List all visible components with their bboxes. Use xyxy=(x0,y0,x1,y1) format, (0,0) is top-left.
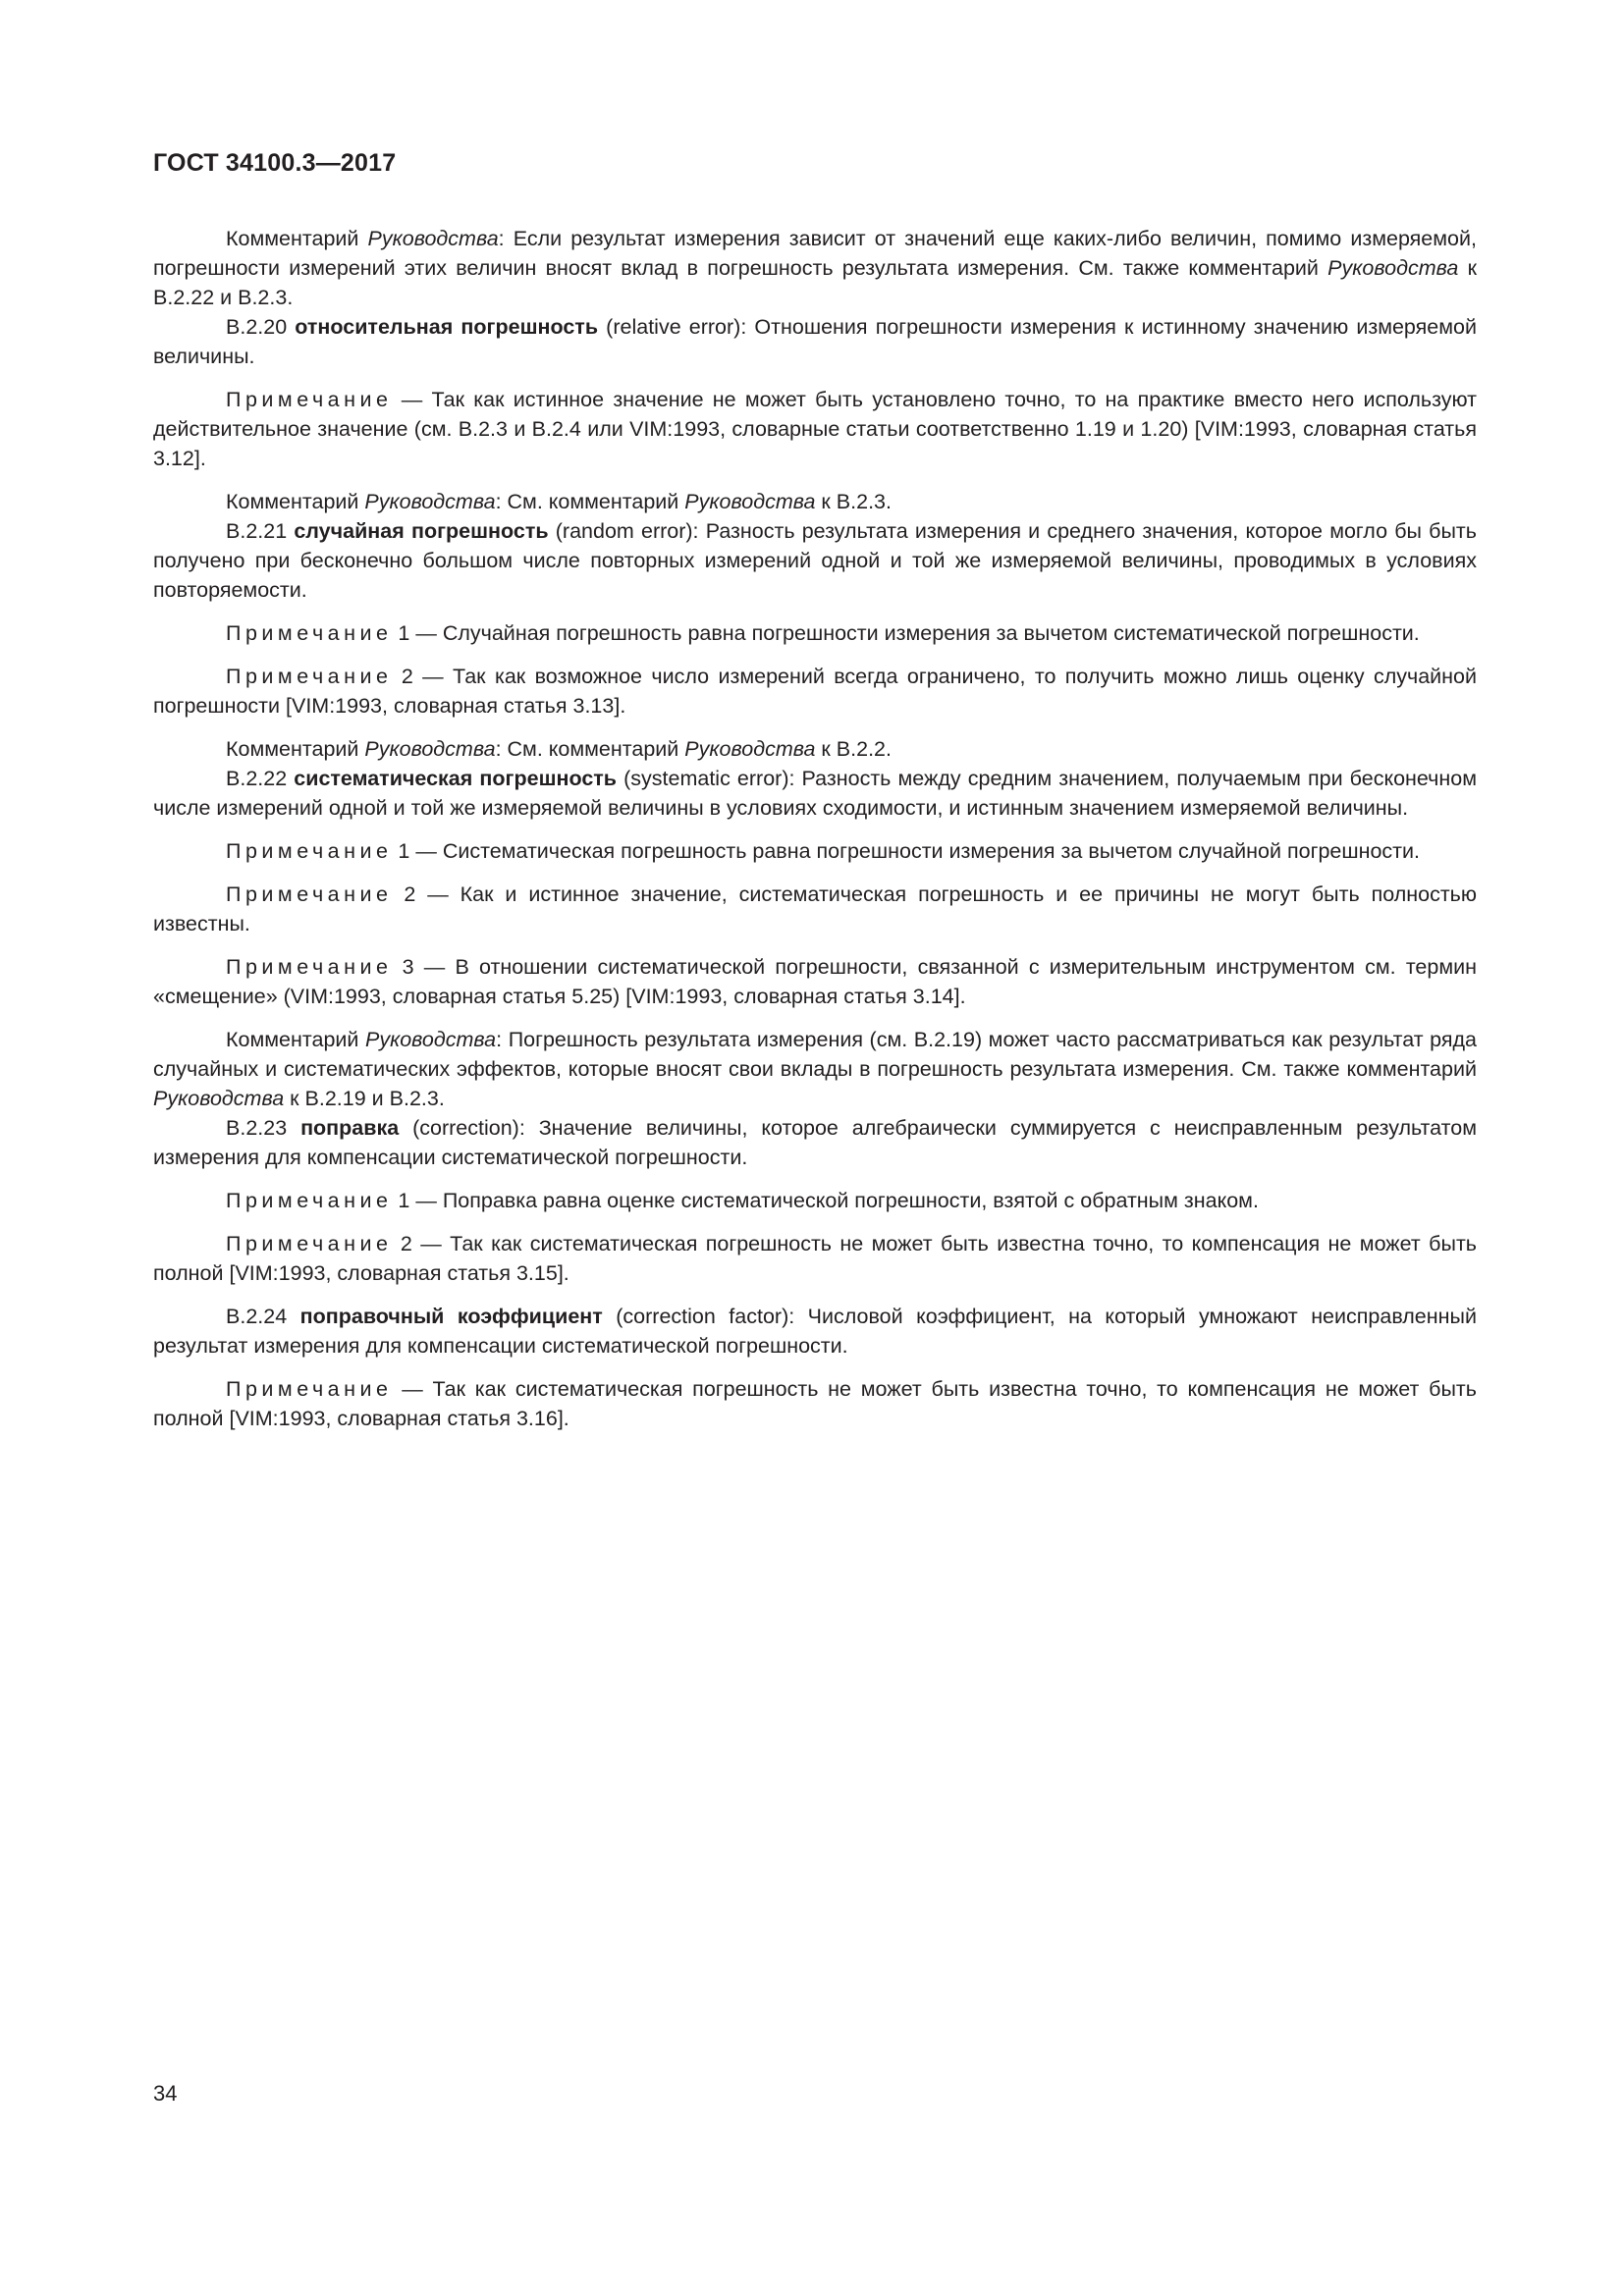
text-segment: 1 — Поправка равна оценке систематической погрешности, взятой с обратным знаком. xyxy=(392,1189,1259,1212)
note-paragraph xyxy=(153,1186,1477,1215)
note-label: Примечание xyxy=(226,1232,393,1255)
text-segment: Комментарий xyxy=(226,227,368,250)
text-segment: В.2.21 xyxy=(226,519,295,543)
text-segment: 2 — Так как систематическая погрешность не может быть известна точно, то компенсация не может быть полной [VIM:1993, словарная статья 3.15]. xyxy=(153,1232,1477,1285)
term-name: случайная погрешность xyxy=(294,519,549,543)
italic-text: Руководства xyxy=(364,490,496,513)
term-paragraph xyxy=(153,1113,1477,1172)
term-name: относительная погрешность xyxy=(295,315,599,339)
text-segment: Комментарий xyxy=(226,490,365,513)
italic-text: Руководства xyxy=(1327,256,1459,280)
text-segment: к В.2.2. xyxy=(815,737,892,761)
text-segment: — Так как систематическая погрешность не может быть известна точно, то компенсация не может быть полной [VIM:1993, словарная статья 3.16]. xyxy=(153,1377,1477,1430)
term-paragraph xyxy=(153,764,1477,823)
term-name: систематическая погрешность xyxy=(294,767,618,790)
note-label: Примечание xyxy=(226,621,393,645)
text-segment: 3 — В отношении систематической погрешности, связанной с измерительным инструментом см. термин «смещение» (VIM:1993, словарная статья 5.25) [VIM:1993, словарная статья 3.14]. xyxy=(153,955,1477,1008)
text-segment: (random error): Разность результата измерения и среднего значения, которое могло бы быть получено при бесконечно большом числе повторных измерений одной и той же измеряемой величины, проводимых в условиях повторяемости. xyxy=(153,519,1477,602)
italic-text: Руководства xyxy=(364,737,496,761)
text-segment: к В.2.22 и В.2.3. xyxy=(153,256,1477,309)
comment-paragraph xyxy=(153,487,1477,516)
italic-text: Руководства xyxy=(684,490,816,513)
note-paragraph xyxy=(153,1374,1477,1433)
text-segment: Комментарий xyxy=(226,737,365,761)
comment-paragraph xyxy=(153,1025,1477,1113)
note-label: Примечание xyxy=(226,665,393,688)
text-segment: к В.2.19 и В.2.3. xyxy=(284,1087,445,1110)
italic-text: Руководства xyxy=(684,737,816,761)
term-paragraph xyxy=(153,1302,1477,1361)
note-paragraph xyxy=(153,880,1477,938)
text-segment: (correction): Значение величины, которое алгебраически суммируется с неисправленным результатом измерения для компенсации систематической погрешности. xyxy=(153,1116,1477,1169)
note-label: Примечание xyxy=(226,882,393,906)
term-paragraph xyxy=(153,312,1477,371)
page-number: 34 xyxy=(153,2081,178,2106)
note-paragraph xyxy=(153,952,1477,1011)
text-segment: (relative error): Отношения погрешности измерения к истинному значению измеряемой величины. xyxy=(153,315,1477,368)
note-label: Примечание xyxy=(226,955,393,979)
text-segment: Комментарий xyxy=(226,1028,365,1051)
document-header: ГОСТ 34100.3—2017 xyxy=(153,149,397,177)
note-paragraph xyxy=(153,385,1477,473)
text-segment: 2 — Так как возможное число измерений всегда ограничено, то получить можно лишь оценку случайной погрешности [VIM:1993, словарная статья 3.13]. xyxy=(153,665,1477,718)
note-paragraph xyxy=(153,618,1477,648)
text-segment: В.2.20 xyxy=(226,315,296,339)
note-paragraph xyxy=(153,836,1477,866)
text-segment: к В.2.3. xyxy=(815,490,892,513)
note-label: Примечание xyxy=(226,839,393,863)
term-name: поправка xyxy=(300,1116,400,1140)
text-segment: В.2.24 xyxy=(226,1305,300,1328)
text-segment: (correction factor): Числовой коэффициент, на который умножают неисправленный результат измерения для компенсации систематической погрешности. xyxy=(153,1305,1477,1358)
term-name: поправочный коэффициент xyxy=(299,1305,603,1328)
text-segment: 2 — Как и истинное значение, систематическая погрешность и ее причины не могут быть полностью известны. xyxy=(153,882,1477,935)
text-segment: — Так как истинное значение не может быть установлено точно, то на практике вместо него используют действительное значение (см. В.2.3 и В.2.4 или VIM:1993, словарные статьи соответственно 1.19 и 1.20) [VIM:1993, словарная статья 3.12]. xyxy=(153,388,1477,470)
document-body xyxy=(153,224,1477,1433)
italic-text: Руководства xyxy=(364,1028,497,1051)
note-paragraph xyxy=(153,662,1477,721)
note-label: Примечание xyxy=(226,388,393,411)
text-segment: : См. комментарий xyxy=(495,737,685,761)
text-segment: 1 — Систематическая погрешность равна погрешности измерения за вычетом случайной погрешности. xyxy=(392,839,1421,863)
text-segment: : Если результат измерения зависит от значений еще каких-либо величин, помимо измеряемой, погрешности измерений этих величин вносят вклад в погрешность результата измерения. См. также комментарий xyxy=(153,227,1477,280)
italic-text: Руководства xyxy=(153,1087,285,1110)
text-segment: 1 — Случайная погрешность равна погрешности измерения за вычетом систематической погрешности. xyxy=(392,621,1420,645)
text-segment: В.2.22 xyxy=(226,767,295,790)
text-segment: (systematic error): Разность между средним значением, получаемым при бесконечном числе измерений одной и той же измеряемой величины в условиях сходимости, и истинным значением измеряемой величины. xyxy=(153,767,1477,820)
italic-text: Руководства xyxy=(367,227,499,250)
term-paragraph xyxy=(153,516,1477,605)
note-paragraph xyxy=(153,1229,1477,1288)
comment-paragraph xyxy=(153,734,1477,764)
note-label: Примечание xyxy=(226,1189,393,1212)
note-label: Примечание xyxy=(226,1377,393,1401)
text-segment: : Погрешность результата измерения (см. В.2.19) может часто рассматриваться как результат ряда случайных и систематических эффектов, которые вносят свои вклады в погрешность результата измерения. См. также комментарий xyxy=(153,1028,1477,1081)
comment-paragraph xyxy=(153,224,1477,312)
text-segment: В.2.23 xyxy=(226,1116,301,1140)
text-segment: : См. комментарий xyxy=(495,490,685,513)
